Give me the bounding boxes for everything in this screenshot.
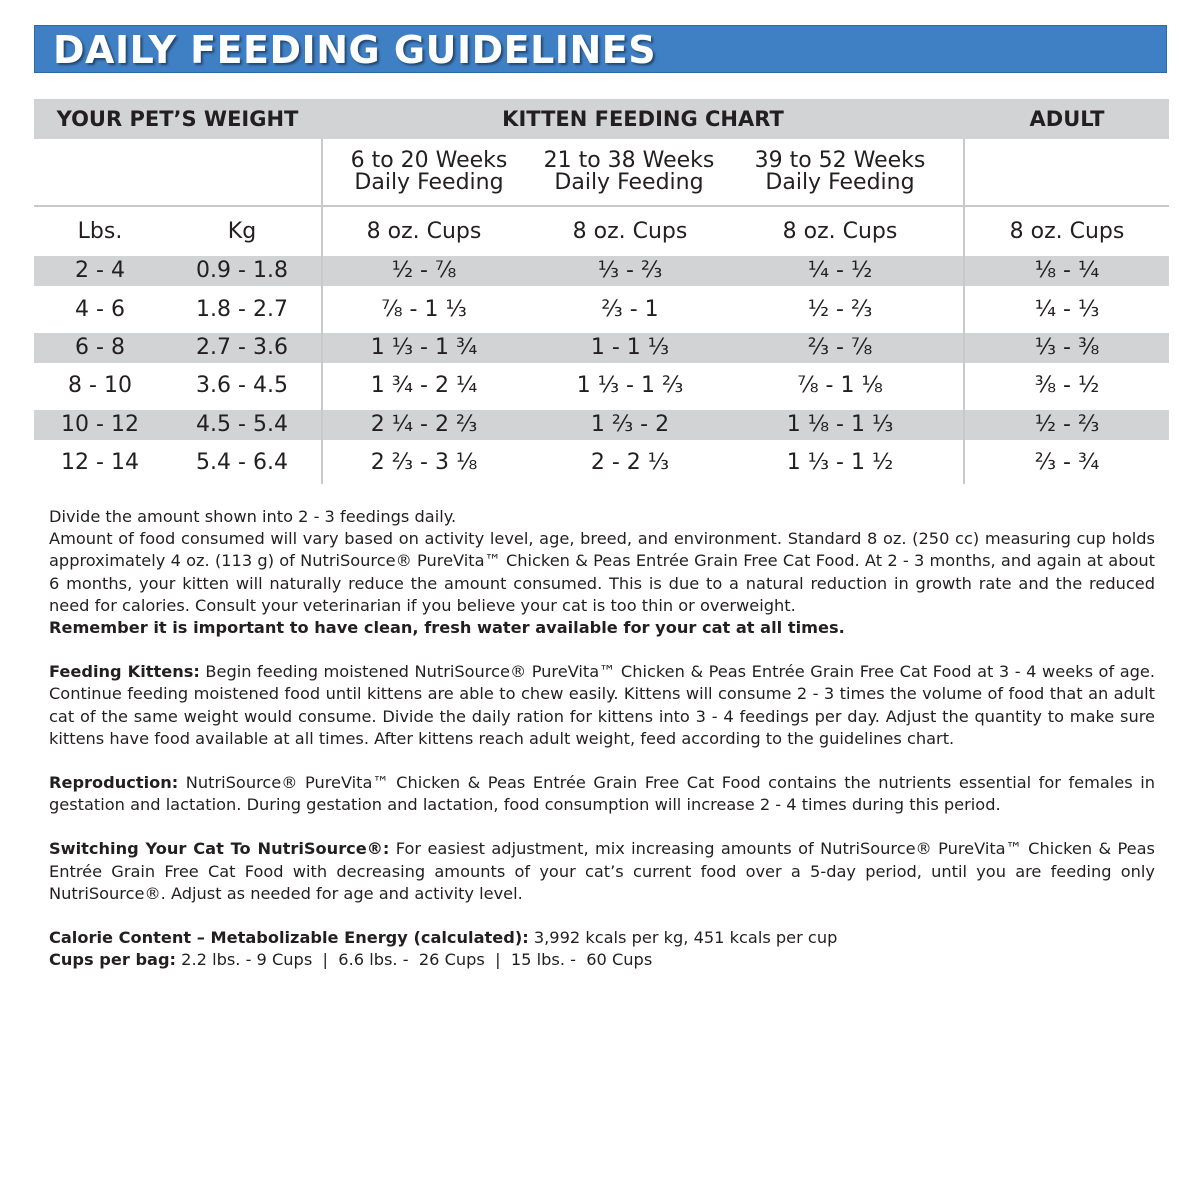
cell-kitten-1: 1 ⅓ - 1 ¾ (370, 335, 478, 360)
unit-lbs: Lbs. (77, 219, 123, 244)
title-banner (34, 25, 1167, 73)
cell-kitten-2: 1 ⅔ - 2 (590, 412, 670, 437)
cell-kitten-1: ½ - ⅞ (391, 258, 457, 283)
age-group-1 (323, 150, 535, 194)
note-calorie (49, 927, 1155, 949)
cell-kitten-3: ½ - ⅔ (807, 297, 873, 322)
cell-adult: ⅔ - ¾ (1034, 450, 1100, 475)
calorie-text: 3,992 kcals per kg, 451 kcals per cup (528, 928, 838, 948)
cell-kitten-3: ⅔ - ⅞ (807, 335, 873, 360)
cell-kg: 2.7 - 3.6 (196, 335, 288, 360)
cell-kitten-2: 1 - 1 ⅓ (590, 335, 670, 360)
cups-label: Cups per bag: (49, 950, 177, 970)
cell-lbs: 2 - 4 (75, 258, 125, 283)
feeding-kittens-label: Feeding Kittens: (49, 662, 200, 682)
cell-kitten-1: ⅞ - 1 ⅓ (381, 297, 467, 322)
divider (34, 205, 1169, 207)
header-weight: YOUR PET’S WEIGHT (56, 107, 299, 131)
note-amount: Amount of food consumed will vary based on activity level, age, breed, and environment. Standard 8 oz. (250 cc) measuring cup holds approximately 4 oz. (113 g) of NutriSource® PureVita™ Chicken & Peas Entrée Grain Free Cat Food. At 2 - 3 months, and again at about 6 months, your kitten will naturally reduce the amount consumed. This is due to a natural reduction in growth rate and the reduced need for calories. Consult your veterinarian if you believe your cat is too thin or overweight. (49, 529, 1155, 615)
cell-adult: ¼ - ⅓ (1034, 297, 1100, 322)
cell-lbs: 12 - 14 (61, 450, 139, 475)
unit-cups-2: 8 oz. Cups (572, 219, 688, 244)
age-group-3-line2: Daily Feeding (765, 170, 915, 195)
table-row (34, 410, 1169, 440)
cell-kg: 1.8 - 2.7 (196, 297, 288, 322)
age-group-2 (523, 150, 735, 194)
column-divider (963, 139, 965, 484)
header-kitten: KITTEN FEEDING CHART (502, 107, 784, 131)
page-title: DAILY FEEDING GUIDELINES (53, 28, 657, 72)
cell-kitten-3: 1 ⅛ - 1 ⅓ (786, 412, 894, 437)
switching-text: For easiest adjustment, mix increasing amounts of NutriSource® PureVita™ Chicken & Peas Entrée Grain Free Cat Food with decreasing amounts of your cat’s current food over a 5-day period, until you are feeding only NutriSource®. Adjust as needed for age and activity level. (49, 839, 1155, 903)
note-switching (49, 838, 1155, 905)
column-divider (321, 139, 323, 484)
cell-kitten-3: 1 ⅓ - 1 ½ (786, 450, 894, 475)
cell-kg: 3.6 - 4.5 (196, 373, 288, 398)
cell-adult: ½ - ⅔ (1034, 412, 1100, 437)
table-row (34, 333, 1169, 363)
table-row (34, 256, 1169, 286)
reproduction-label: Reproduction: (49, 773, 179, 793)
age-group-1-line1: 6 to 20 Weeks (350, 148, 508, 173)
age-group-2-line2: Daily Feeding (554, 170, 704, 195)
cell-kg: 0.9 - 1.8 (196, 258, 288, 283)
note-cups-per-bag (49, 949, 1155, 971)
cell-kitten-1: 1 ¾ - 2 ¼ (370, 373, 478, 398)
table-row (34, 448, 1169, 478)
cell-lbs: 8 - 10 (68, 373, 132, 398)
cell-kitten-2: 2 - 2 ⅓ (590, 450, 670, 475)
cups-text: 2.2 lbs. - 9 Cups | 6.6 lbs. - 26 Cups | 15 lbs. - 60 Cups (176, 950, 653, 970)
feeding-notes (49, 506, 1155, 971)
age-group-3 (734, 150, 946, 194)
age-group-1-line2: Daily Feeding (354, 170, 504, 195)
switching-label: Switching Your Cat To NutriSource®: (49, 839, 390, 859)
unit-kg: Kg (227, 219, 257, 244)
cell-kg: 4.5 - 5.4 (196, 412, 288, 437)
unit-cups-adult: 8 oz. Cups (1009, 219, 1125, 244)
cell-lbs: 6 - 8 (75, 335, 125, 360)
cell-kitten-2: ⅔ - 1 (601, 297, 659, 322)
cell-lbs: 4 - 6 (75, 297, 125, 322)
cell-kitten-3: ¼ - ½ (807, 258, 873, 283)
header-adult: ADULT (1029, 107, 1105, 131)
cell-adult: ⅓ - ⅜ (1034, 335, 1100, 360)
cell-kitten-2: 1 ⅓ - 1 ⅔ (576, 373, 684, 398)
table-row (34, 371, 1169, 401)
table-row (34, 295, 1169, 325)
cell-adult: ⅜ - ½ (1034, 373, 1100, 398)
note-water: Remember it is important to have clean, fresh water available for your cat at all times. (49, 618, 845, 638)
cell-adult: ⅛ - ¼ (1034, 258, 1100, 283)
cell-kg: 5.4 - 6.4 (196, 450, 288, 475)
calorie-label: Calorie Content – Metabolizable Energy (calculated): (49, 928, 529, 948)
unit-cups-1: 8 oz. Cups (366, 219, 482, 244)
note-feeding-kittens (49, 661, 1155, 750)
cell-kitten-2: ⅓ - ⅔ (597, 258, 663, 283)
cell-kitten-1: 2 ¼ - 2 ⅔ (370, 412, 478, 437)
cell-kitten-3: ⅞ - 1 ⅛ (797, 373, 883, 398)
unit-cups-3: 8 oz. Cups (782, 219, 898, 244)
reproduction-text: NutriSource® PureVita™ Chicken & Peas Entrée Grain Free Cat Food contains the nutrients essential for females in gestation and lactation. During gestation and lactation, food consumption will increase 2 - 4 times during this period. (49, 773, 1155, 815)
feeding-kittens-text: Begin feeding moistened NutriSource® PureVita™ Chicken & Peas Entrée Grain Free Cat Food at 3 - 4 weeks of age. Continue feeding moistened food until kittens are able to chew easily. Kittens will consume 2 - 3 times the volume of food that an adult cat of the same weight would consume. Divide the daily ration for kittens into 3 - 4 feedings per day. Adjust the quantity to make sure kittens have food available at all times. After kittens reach adult weight, feed according to the guidelines chart. (49, 662, 1156, 748)
age-group-2-line1: 21 to 38 Weeks (543, 148, 715, 173)
age-group-3-line1: 39 to 52 Weeks (754, 148, 926, 173)
note-divide: Divide the amount shown into 2 - 3 feedings daily. (49, 507, 457, 526)
cell-lbs: 10 - 12 (61, 412, 139, 437)
cell-kitten-1: 2 ⅔ - 3 ⅛ (370, 450, 478, 475)
note-reproduction (49, 772, 1155, 816)
